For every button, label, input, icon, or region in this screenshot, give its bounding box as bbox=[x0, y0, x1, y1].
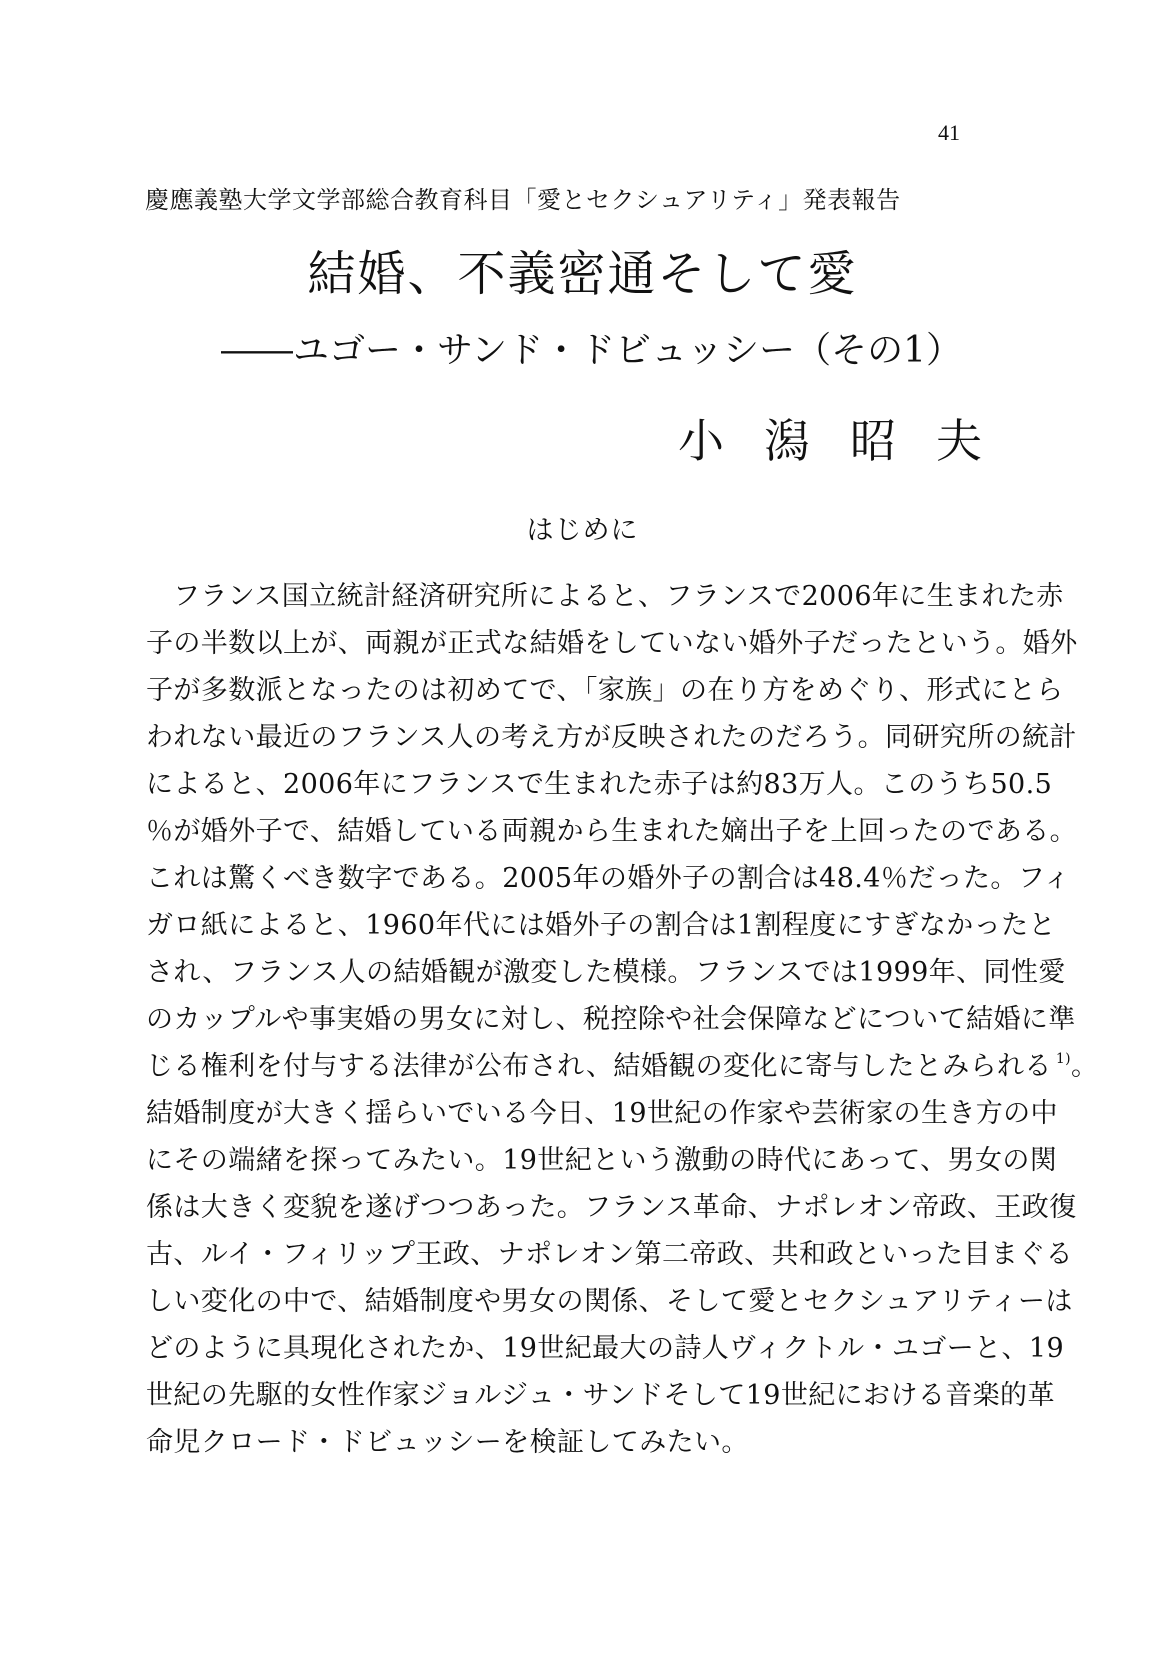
body-line: フランス国立統計経済研究所によると、フランスで2006年に生まれた赤 bbox=[173, 581, 1064, 612]
body-line-text: じる権利を付与する法律が公布され、結婚観の変化に寄与したとみられる bbox=[146, 1051, 1052, 1082]
page-number: 41 bbox=[938, 120, 960, 145]
body-line: しい変化の中で、結婚制度や男女の関係、そして愛とセクシュアリティーは bbox=[146, 1286, 1073, 1317]
body-line: これは驚くべき数字である。2005年の婚外子の割合は48.4％だった。フィ bbox=[146, 863, 1071, 894]
body-line-with-footnote bbox=[146, 1043, 1099, 1090]
article-title: 結婚、不義密通そして愛 bbox=[307, 246, 858, 302]
footnote-ref[interactable]: 1) bbox=[1055, 1051, 1071, 1067]
body-line: され、フランス人の結婚観が激変した模様。フランスでは1999年、同性愛 bbox=[146, 957, 1066, 988]
body-line: 子が多数派となったのは初めてで、「家族」の在り方をめぐり、形式にとら bbox=[146, 675, 1064, 706]
article-subtitle: ――ユゴー・サンド・ドビュッシー（その1） bbox=[220, 330, 963, 371]
body-line: 古、ルイ・フィリップ王政、ナポレオン第二帝政、共和政といった目まぐる bbox=[146, 1239, 1074, 1270]
body-line: 命児クロード・ドビュッシーを検証してみたい。 bbox=[146, 1427, 749, 1458]
body-line: 係は大きく変貌を遂げつつあった。フランス革命、ナポレオン帝政、王政復 bbox=[146, 1192, 1077, 1223]
author-name: 小潟昭夫 bbox=[678, 414, 1022, 468]
body-line: ％が婚外子で、結婚している両親から生まれた嫡出子を上回ったのである。 bbox=[146, 816, 1078, 847]
body-line: のカップルや事実婚の男女に対し、税控除や社会保障などについて結婚に準 bbox=[146, 1004, 1076, 1035]
body-line: 結婚制度が大きく揺らいでいる今日、19世紀の作家や芸術家の生き方の中 bbox=[146, 1098, 1058, 1129]
body-line: にその端緒を探ってみたい。19世紀という激動の時代にあって、男女の関 bbox=[146, 1145, 1058, 1176]
body-line: どのように具現化されたか、19世紀最大の詩人ヴィクトル・ユゴーと、19 bbox=[146, 1333, 1065, 1364]
body-line: 世紀の先駆的女性作家ジョルジュ・サンドそして19世紀における音楽的革 bbox=[146, 1380, 1055, 1411]
body-line: によると、2006年にフランスで生まれた赤子は約83万人。このうち50.5 bbox=[146, 769, 1053, 800]
body-line: われない最近のフランス人の考え方が反映されたのだろう。同研究所の統計 bbox=[146, 722, 1077, 753]
section-heading: はじめに bbox=[526, 515, 639, 546]
body-text bbox=[146, 573, 1099, 1466]
body-line: 子の半数以上が、両親が正式な結婚をしていない婚外子だったという。婚外 bbox=[146, 628, 1078, 659]
body-line: ガロ紙によると、1960年代には婚外子の割合は1割程度にすぎなかったと bbox=[146, 910, 1056, 941]
series-header: 慶應義塾大学文学部総合教育科目「愛とセクシュアリティ」発表報告 bbox=[145, 186, 901, 214]
body-line-tail: 。 bbox=[1071, 1051, 1099, 1082]
